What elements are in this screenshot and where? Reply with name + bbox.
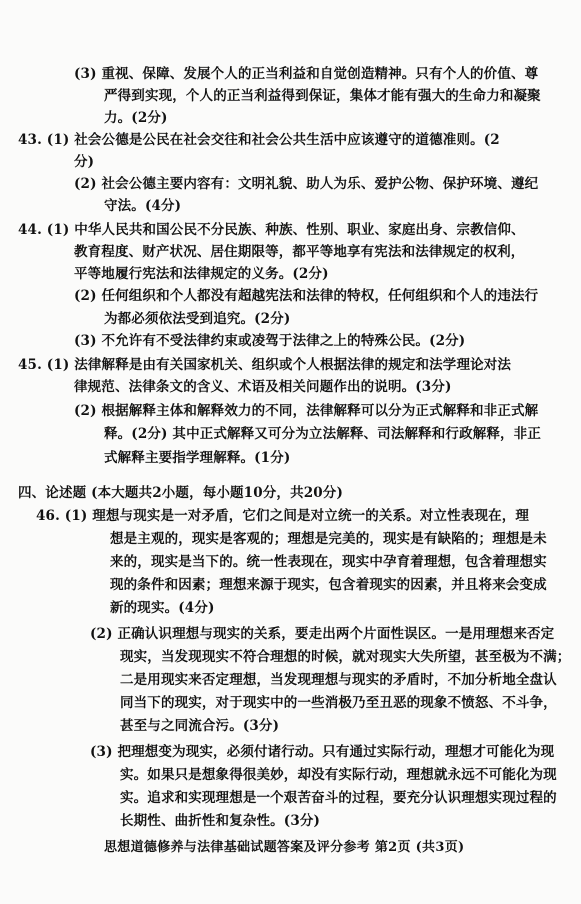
text-line: 现的条件和因素；理想来源于现实，包含着现实的因素，并且将来会变成: [110, 577, 547, 593]
text-line: 来的，现实是当下的。统一性表现在，现实中孕育着理想，包含着理想实: [110, 554, 547, 570]
text-line: 长期性、曲折性和复杂性。(3分): [120, 813, 321, 829]
text-line: 教育程度、财产状况、居住期限等，都平等地享有宪法和法律规定的权利，: [74, 244, 525, 260]
text-line: 平等地履行宪法和法律规定的义务。(2分): [74, 266, 329, 282]
text-line: (2) 正确认识理想与现实的关系，要走出两个片面性误区。一是用理想来否定: [90, 626, 555, 642]
text-line: 二是用现实来否定理想，当发现理想与现实的矛盾时，不加分析地全盘认: [120, 672, 557, 688]
section-heading: 四、论述题 (本大题共2小题，每小题10分，共20分): [18, 485, 343, 501]
text-line: 律规范、法律条文的含义、术语及相关问题作出的说明。(3分): [74, 379, 452, 395]
text-line: 分): [74, 154, 95, 170]
text-line: (2) 社会公德主要内容有：文明礼貌、助人为乐、爱护公物、保护环境、遵纪: [74, 176, 539, 192]
text-line: (3) 不允许有不受法律约束或凌驾于法律之上的特殊公民。(2分): [74, 333, 466, 349]
text-line: 式解释主要指学理解释。(1分): [104, 450, 291, 466]
text-line: 同当下的现实，对于现实中的一些消极乃至丑恶的现象不愤怒、不斗争，: [120, 695, 557, 711]
text-line: 守法。(4分): [104, 198, 182, 214]
text-line: (2) 根据解释主体和解释效力的不同，法律解释可以分为正式解释和非正式解: [74, 403, 539, 419]
text-line: 46. (1) 理想与现实是一对矛盾，它们之间是对立统一的关系。对立性表现在，理: [36, 508, 530, 524]
text-line: 43. (1) 社会公德是公民在社会交往和社会公共生活中应该遵守的道德准则。(2: [18, 132, 500, 148]
text-line: 力。(2分): [104, 110, 168, 126]
text-line: 实。追求和实现理想是一个艰苦奋斗的过程，要充分认识理想实现过程的: [120, 790, 557, 806]
text-line: 新的现实。(4分): [110, 600, 215, 616]
text-line: 44. (1) 中华人民共和国公民不分民族、种族、性别、职业、家庭出身、宗教信仰、: [18, 222, 525, 238]
text-line: 现实，当发现现实不符合理想的时候，就对现实大失所望，甚至极为不满；: [120, 649, 571, 665]
text-line: 想是主观的，现实是客观的；理想是完美的，现实是有缺陷的；理想是未: [110, 531, 547, 547]
text-line: (3) 重视、保障、发展个人的正当利益和自觉创造精神。只有个人的价值、尊: [74, 66, 539, 82]
text-line: 为都必须依法受到追究。(2分): [104, 311, 291, 327]
text-line: (3) 把理想变为现实，必须付诸行动。只有通过实际行动，理想才可能化为现: [90, 744, 555, 760]
page-footer: 思想道德修养与法律基础试题答案及评分参考 第2页 (共3页): [104, 840, 465, 855]
text-line: 严得到实现，个人的正当利益得到保证，集体才能有强大的生命力和凝聚: [104, 88, 541, 104]
text-line: 甚至与之同流合污。(3分): [120, 718, 280, 734]
text-line: 释。(2分) 其中正式解释又可分为立法解释、司法解释和行政解释，非正: [104, 426, 541, 442]
text-line: (2) 任何组织和个人都没有超越宪法和法律的特权，任何组织和个人的违法行: [74, 288, 539, 304]
text-line: 45. (1) 法律解释是由有关国家机关、组织或个人根据法律的规定和法学理论对法: [18, 357, 512, 373]
text-line: 实。如果只是想象得很美妙，却没有实际行动，理想就永远不可能化为现: [120, 767, 557, 783]
